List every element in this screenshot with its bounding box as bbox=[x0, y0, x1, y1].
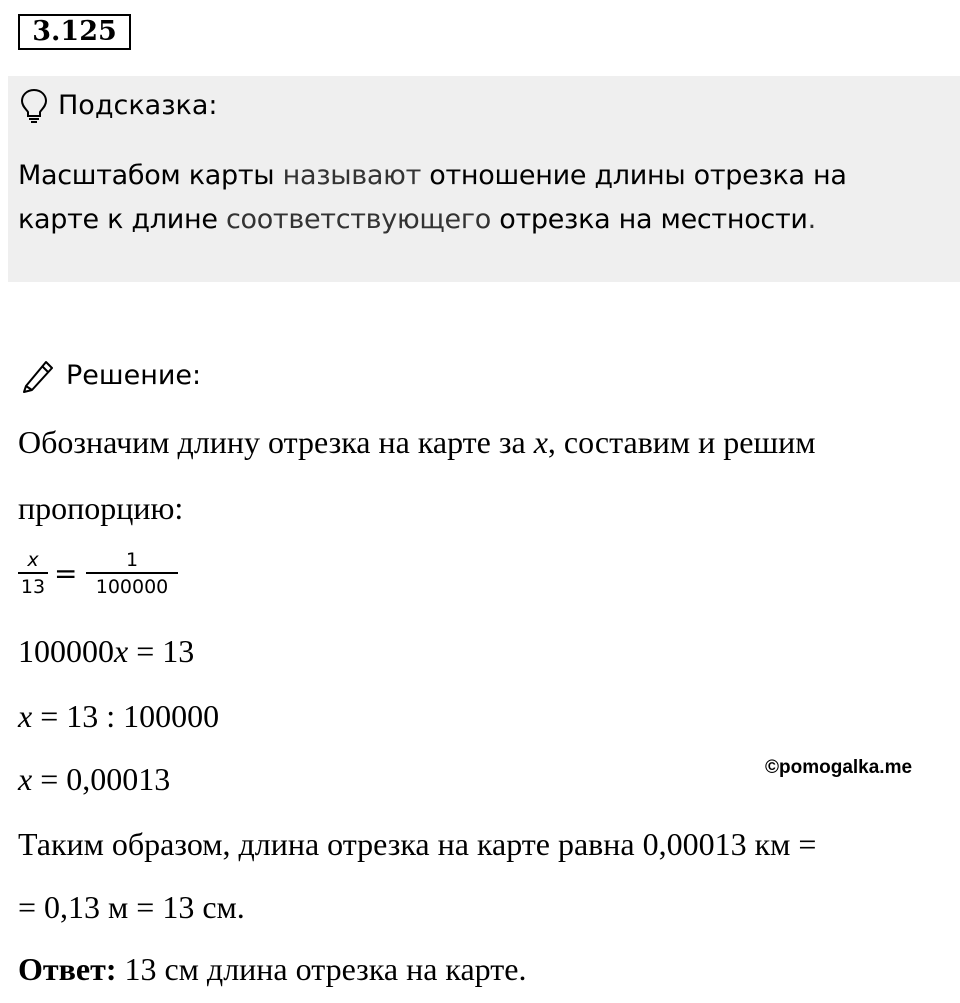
answer-label: Ответ: bbox=[18, 951, 117, 987]
watermark: ©pomogalka.me bbox=[765, 757, 913, 778]
equation-2 bbox=[18, 696, 219, 736]
hint-text: . bbox=[807, 204, 816, 235]
hint-term: Масштабом карты bbox=[18, 160, 275, 191]
variable: x bbox=[533, 424, 548, 460]
problem-number: 3.125 bbox=[18, 14, 131, 50]
text: , составим и решим bbox=[547, 424, 816, 460]
variable: x bbox=[18, 698, 33, 734]
numerator: 1 bbox=[125, 549, 139, 571]
hint-body bbox=[18, 154, 933, 242]
solution-title bbox=[20, 358, 201, 394]
equation-1 bbox=[18, 631, 194, 671]
conclusion-line: = 0,13 м = 13 см. bbox=[18, 889, 245, 925]
numerator: x bbox=[27, 549, 39, 571]
denominator: 13 bbox=[20, 576, 46, 598]
answer bbox=[18, 949, 526, 989]
solution-line: пропорцию: bbox=[18, 490, 184, 526]
text: = 13 : 100000 bbox=[32, 698, 220, 734]
fraction-left bbox=[18, 548, 48, 600]
answer-text: 13 см длина отрезка на карте. bbox=[116, 951, 527, 987]
fraction-right bbox=[86, 548, 178, 600]
pencil-icon bbox=[20, 358, 56, 394]
equals-sign: = bbox=[54, 557, 78, 590]
hint-term: отрезка на местности bbox=[499, 204, 808, 235]
hint-title-text: Подсказка: bbox=[58, 90, 218, 121]
denominator: 100000 bbox=[95, 576, 169, 598]
text: Обозначим длину отрезка на карте за bbox=[18, 424, 534, 460]
lightbulb-icon bbox=[20, 88, 48, 124]
variable: x bbox=[114, 633, 129, 669]
equation-3 bbox=[18, 759, 170, 799]
conclusion-line: Таким образом, длина отрезка на карте равна 0,00013 км = bbox=[18, 826, 817, 862]
variable: x bbox=[18, 761, 33, 797]
solution-title-text: Решение: bbox=[66, 360, 202, 391]
hint-term: отношение длины отрезка на карте к длине bbox=[18, 160, 847, 235]
text: = 13 bbox=[128, 633, 195, 669]
text: 100000 bbox=[18, 633, 114, 669]
solution-line bbox=[18, 422, 816, 462]
hint-text: соответствующего bbox=[217, 204, 500, 235]
text: = 0,00013 bbox=[32, 761, 171, 797]
hint-text: называют bbox=[274, 160, 430, 191]
hint-title bbox=[20, 88, 218, 124]
